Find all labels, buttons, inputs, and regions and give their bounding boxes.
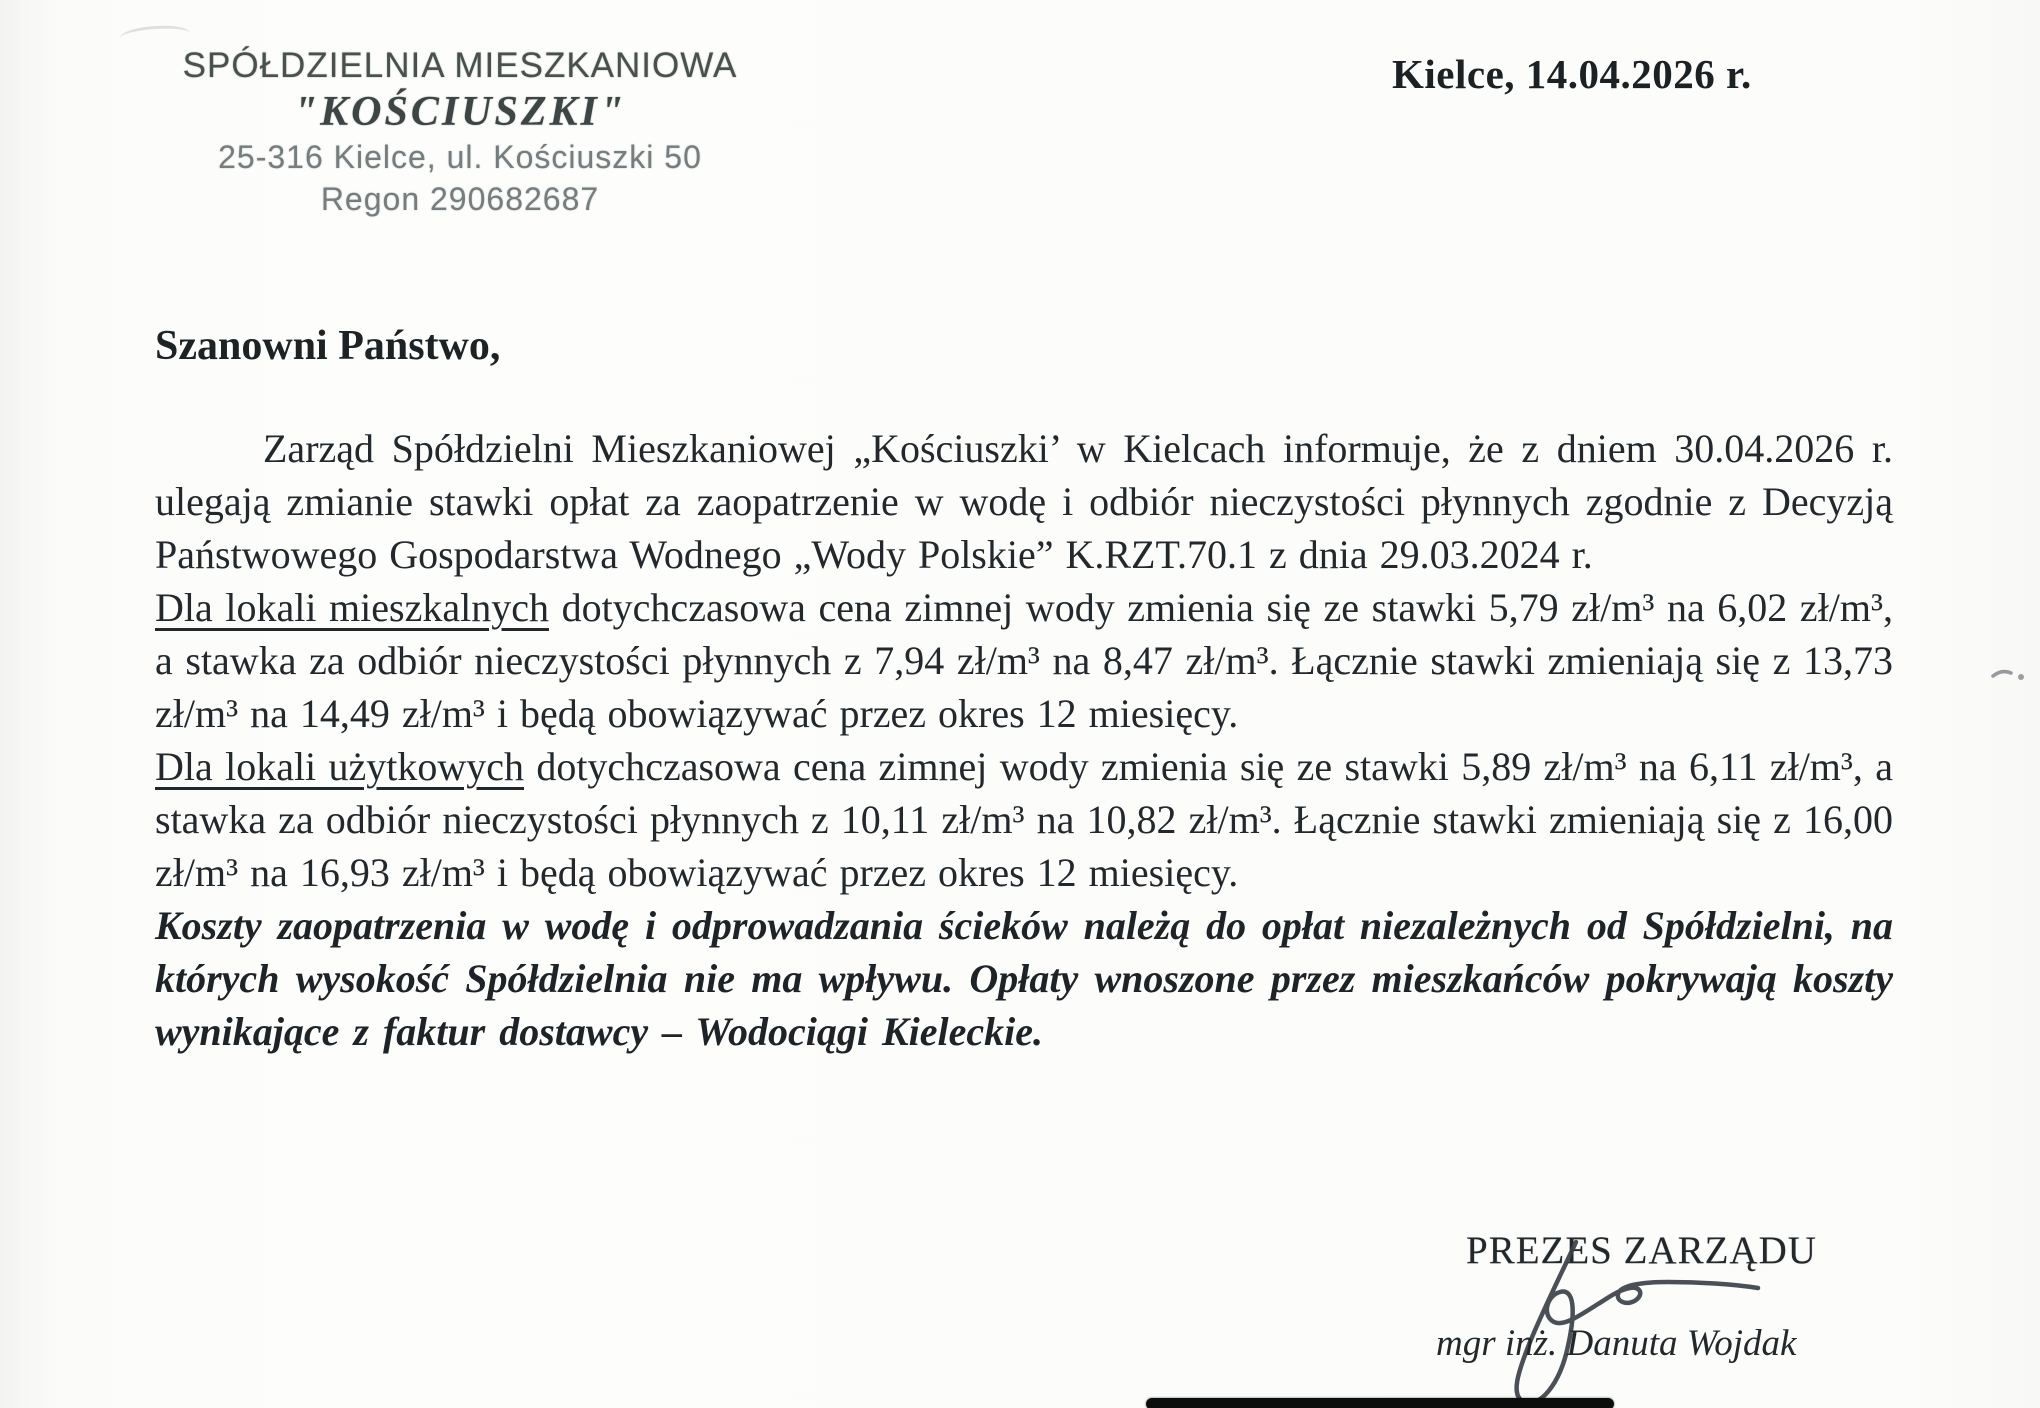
commercial-lead-underlined: Dla lokali użytkowych: [155, 744, 524, 789]
signature-name: mgr inż. Danuta Wojdak: [1436, 1323, 1797, 1364]
paragraph-residential-rates: [155, 581, 1893, 740]
org-name: SPÓŁDZIELNIA MIESZKANIOWA: [182, 46, 738, 85]
paragraph-intro: Zarząd Spółdzielni Mieszkaniowej „Kościuszki’ w Kielcach informuje, że z dniem 30.04.2026 r. ulegają zmianie stawki opłat za zaopatrzenie w wodę i odbiór nieczystości płynnych zgodnie z Decyzją Państwowego Gospodarstwa Wodnego „Wody Polskie” K.RZT.70.1 z dnia 29.03.2024 r.: [155, 426, 1893, 577]
org-short-name: "KOŚCIUSZKI": [293, 89, 627, 135]
residential-lead-underlined: Dla lokali mieszkalnych: [155, 585, 549, 630]
letter-body: [155, 322, 1893, 1058]
residential-rates-text: dotychczasowa cena zimnej wody zmienia się ze stawki 5,79 zł/m³ na 6,02 zł/m³, a stawka za odbiór nieczystości płynnych z 7,94 zł/m³ na 8,47 zł/m³. Łącznie stawki zmieniają się z 13,73 zł/m³ na 14,49 zł/m³ i będą obowiązywać przez okres 12 miesięcy.: [155, 585, 1893, 736]
signature-title: PREZES ZARZĄDU: [1466, 1229, 1817, 1272]
paragraph-costs-note: Koszty zaopatrzenia w wodę i odprowadzania ścieków należą do opłat niezależnych od Spółdzielni, na których wysokość Spółdzielnia nie ma wpływu. Opłaty wnoszone przez mieszkańców pokrywają koszty wynikające z faktur dostawcy – Wodociągi Kieleckie.: [155, 903, 1893, 1054]
paragraph-commercial-rates: [155, 740, 1893, 899]
salutation: Szanowni Państwo,: [155, 323, 501, 369]
letterhead-stamp: [150, 44, 770, 220]
org-regon: Regon 290682687: [320, 181, 600, 217]
scanner-bar-artifact: [1146, 1398, 1614, 1408]
margin-mark-artifact: [1990, 662, 2034, 688]
org-address: 25-316 Kielce, ul. Kościuszki 50: [218, 139, 702, 175]
date-line: Kielce, 14.04.2026 r.: [1392, 51, 1752, 97]
commercial-rates-text: dotychczasowa cena zimnej wody zmienia się ze stawki 5,89 zł/m³ na 6,11 zł/m³, a stawka za odbiór nieczystości płynnych z 10,11 zł/m³ na 10,82 zł/m³. Łącznie stawki zmieniają się z 16,00 zł/m³ na 16,93 zł/m³ i będą obowiązywać przez okres 12 miesięcy.: [155, 744, 1893, 895]
